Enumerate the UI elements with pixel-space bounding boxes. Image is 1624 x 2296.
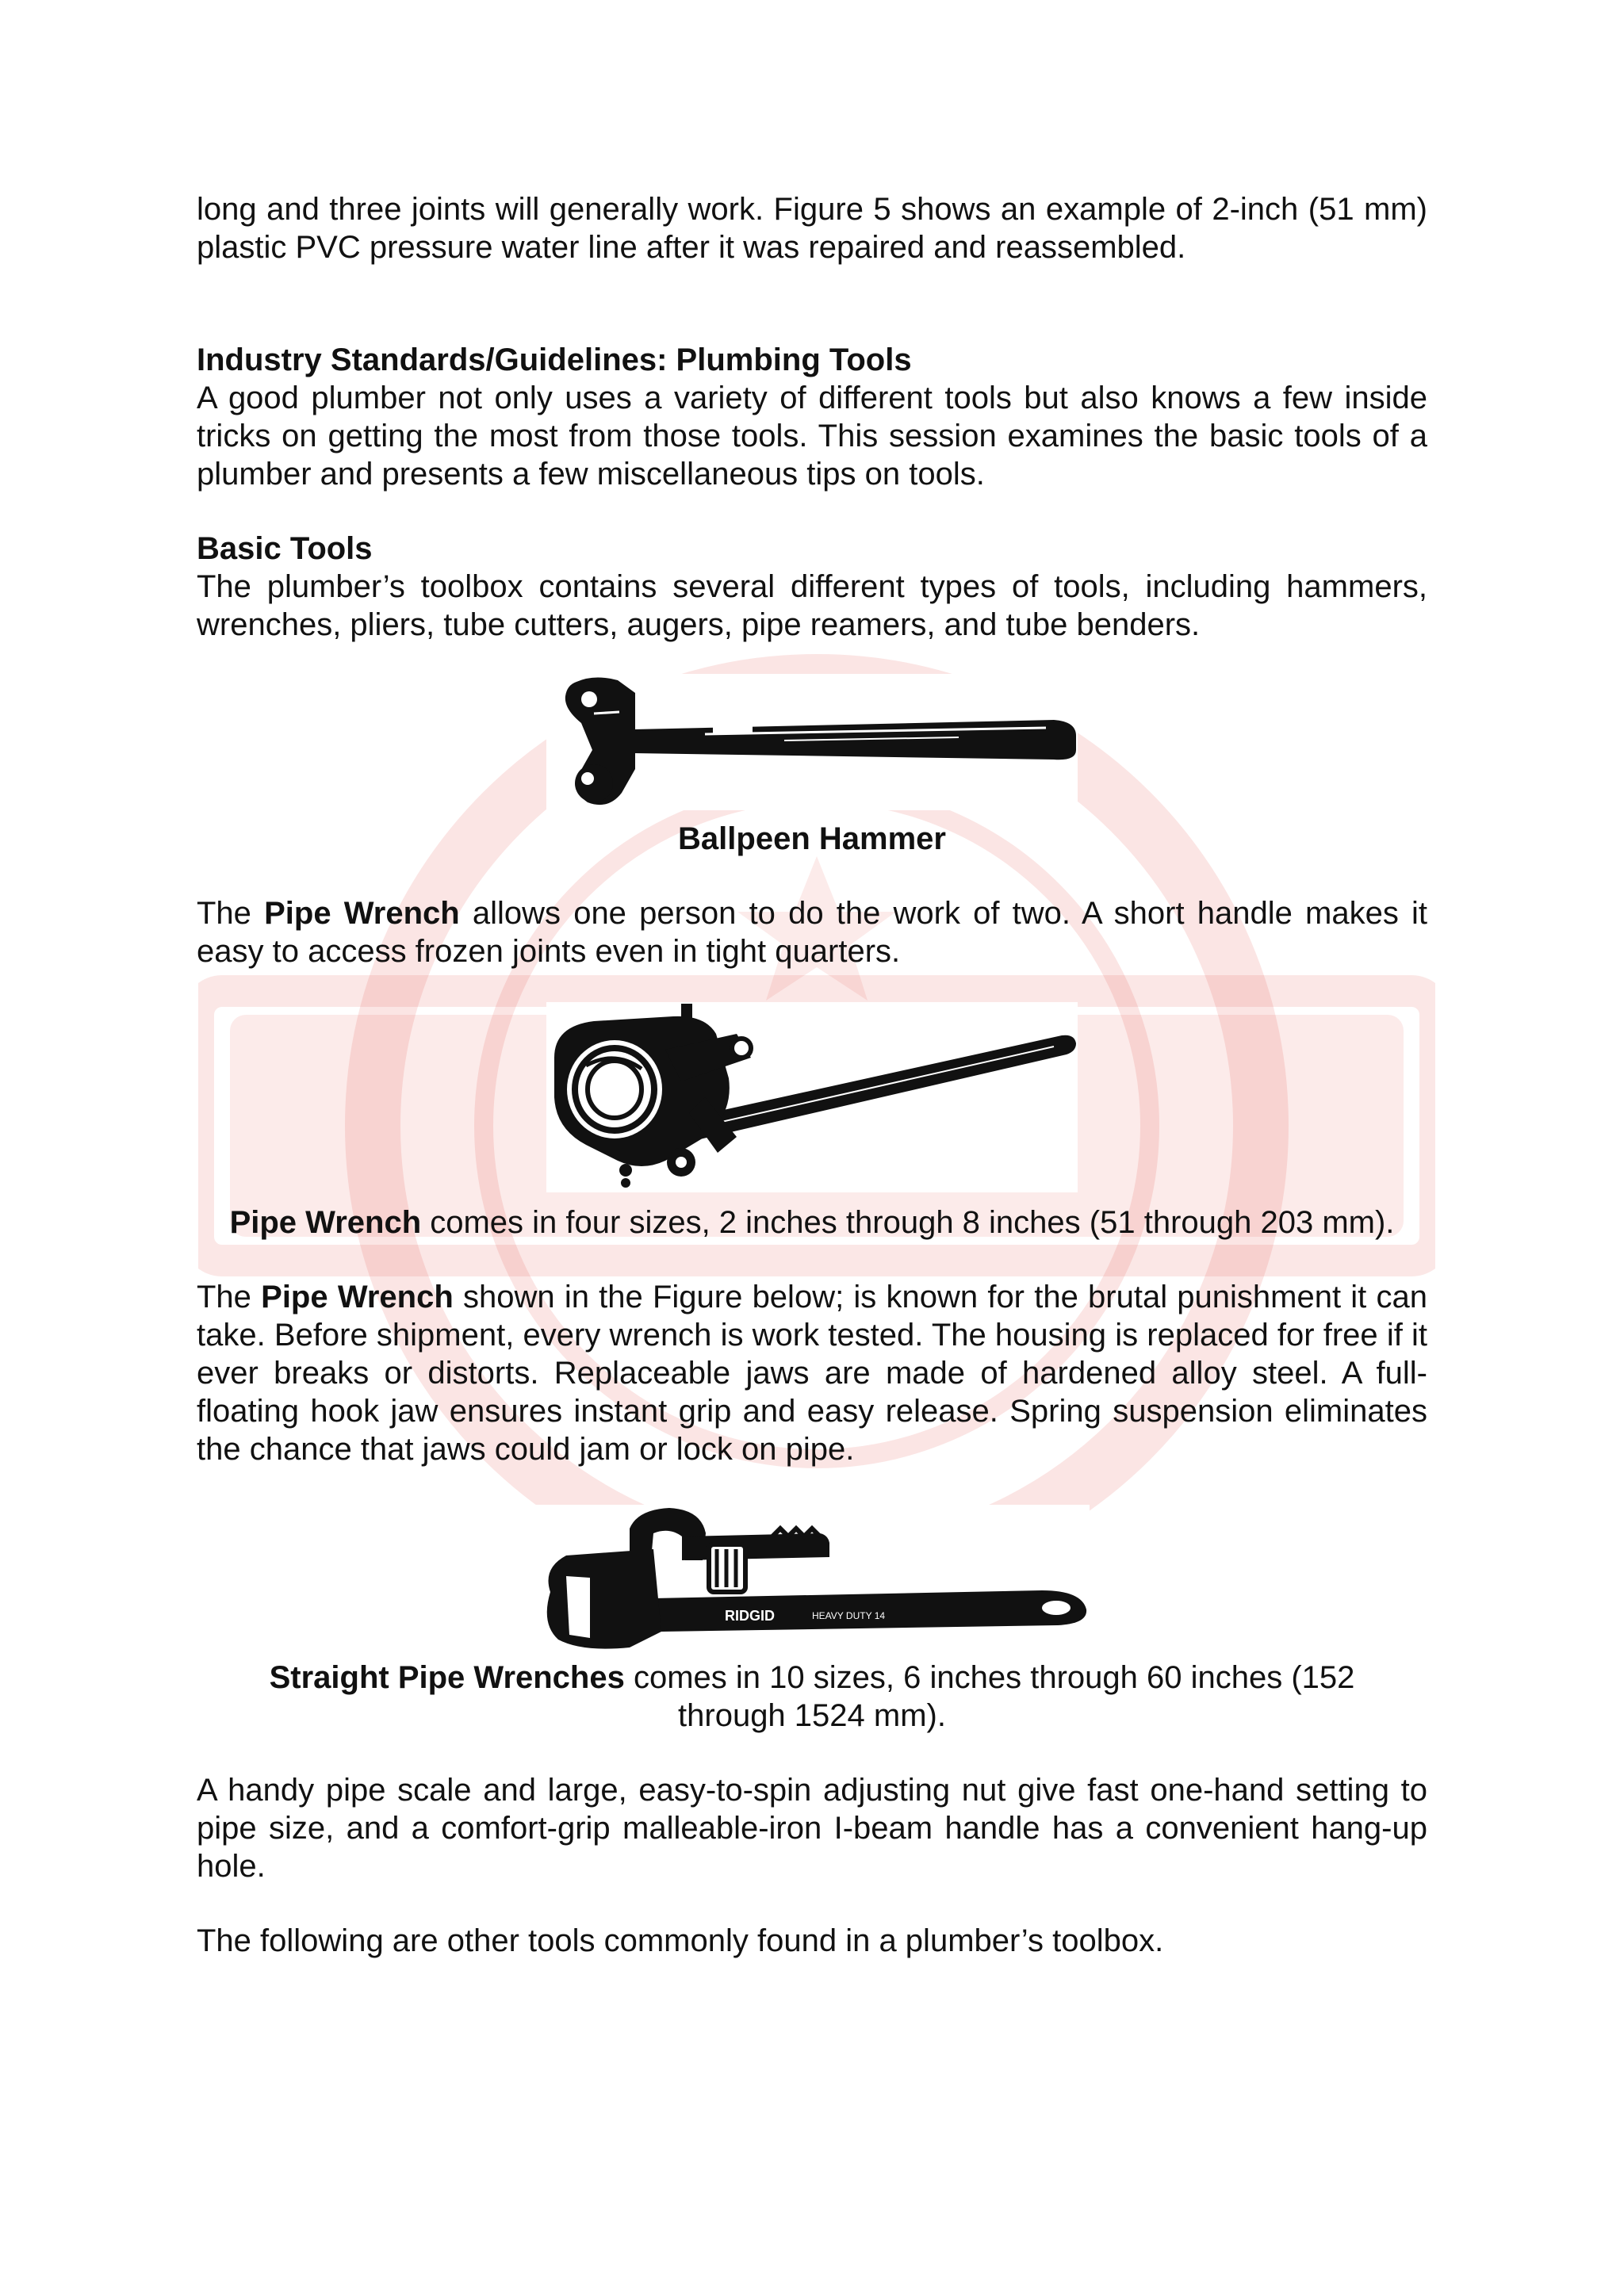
section-heading-plumbing-tools: Industry Standards/Guidelines: Plumbing Tools <box>197 342 912 377</box>
document-body <box>197 190 1427 1960</box>
figure2-caption: Pipe Wrench comes in four sizes, 2 inches through 8 inches (51 through 203 mm). <box>229 1205 1395 1240</box>
compound-pipe-wrench-icon <box>546 1002 1078 1192</box>
straight-pipe-wrench-icon <box>534 1505 1090 1655</box>
wrench-model-label: HEAVY DUTY 14 <box>812 1610 886 1621</box>
pipe-wrench-paragraph: The Pipe Wrench allows one person to do the work of two. A short handle makes it easy to access frozen joints even in tight quarters. <box>197 896 1427 969</box>
wrench-brand-label: RIDGID <box>725 1608 775 1624</box>
ballpeen-hammer-icon <box>546 674 1078 810</box>
other-tools-paragraph: The following are other tools commonly found in a plumber’s toolbox. <box>197 1923 1164 1958</box>
intro-paragraph: long and three joints will generally work. Figure 5 shows an example of 2-inch (51 mm) plastic PVC pressure water line after it was repaired and reassembled. <box>197 192 1427 265</box>
pipe-wrench-description-paragraph: The Pipe Wrench shown in the Figure below; is known for the brutal punishment it can take. Before shipment, every wrench is work tested. The housing is replaced for free if it ever breaks or distorts. Replaceable jaws are made of hardened alloy steel. A full-floating hook jaw ensures instant grip and easy release. Spring suspension eliminates the chance that jaws could jam or lock on pipe. <box>197 1280 1427 1467</box>
pipe-scale-paragraph: A handy pipe scale and large, easy-to-spin adjusting nut give fast one-hand setting to pipe size, and a comfort-grip malleable-iron I-beam handle has a convenient hang-up hole. <box>197 1773 1427 1884</box>
basic-tools-paragraph: The plumber’s toolbox contains several different types of tools, including hammers, wrenches, pliers, tube cutters, augers, pipe reamers, and tube benders. <box>197 569 1427 642</box>
figure3-caption: Straight Pipe Wrenches comes in 10 sizes, 6 inches through 60 inches (152 through 1524 mm). <box>269 1660 1355 1733</box>
section-heading-basic-tools: Basic Tools <box>197 531 373 566</box>
figure1-caption: Ballpeen Hammer <box>678 821 946 856</box>
plumbing-tools-paragraph: A good plumber not only uses a variety of different tools but also knows a few inside tricks on getting the most from those tools. This session examines the basic tools of a plumber and presents a few miscellaneous tips on tools. <box>197 381 1427 492</box>
